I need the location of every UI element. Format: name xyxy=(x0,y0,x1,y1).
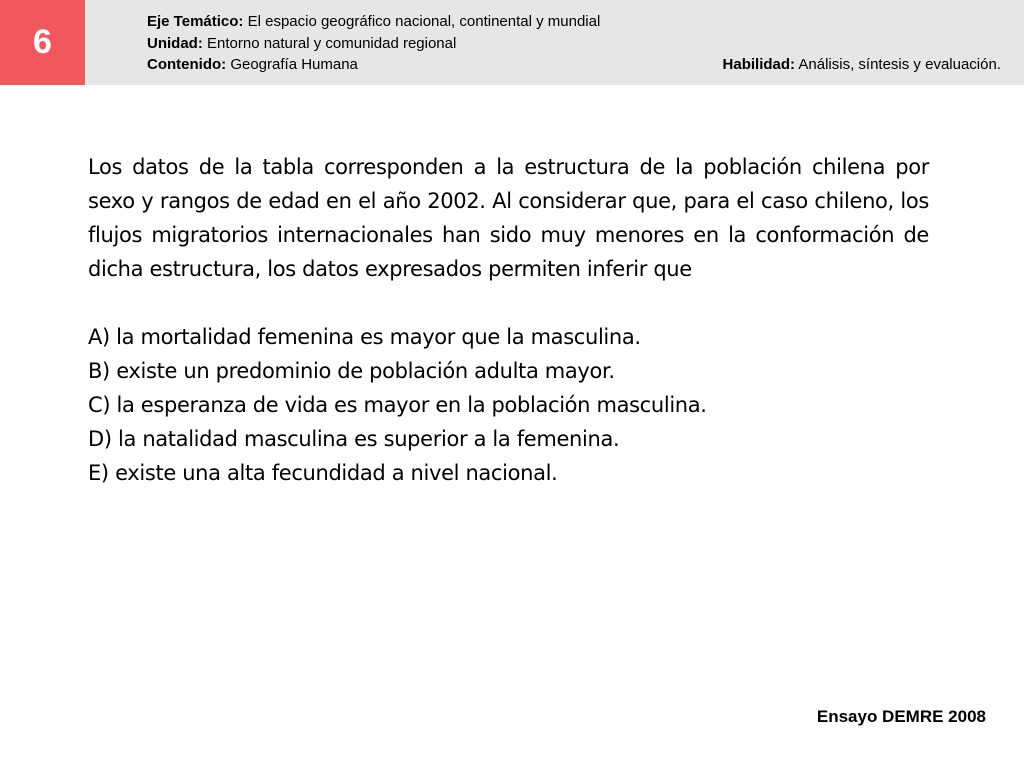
option-a[interactable]: A) la mortalidad femenina es mayor que la masculina. xyxy=(88,325,641,349)
contenido-value: Geografía Humana xyxy=(230,56,358,73)
eje-tematico-line xyxy=(147,13,600,31)
contenido-line xyxy=(147,56,358,74)
option-d[interactable]: D) la natalidad masculina es superior a la femenina. xyxy=(88,427,620,451)
question-number: 6 xyxy=(33,23,52,61)
option-b[interactable]: B) existe un predominio de población adulta mayor. xyxy=(88,359,615,383)
contenido-label: Contenido: xyxy=(147,56,227,73)
unidad-label: Unidad: xyxy=(147,35,203,52)
question-stem: Los datos de la tabla corresponden a la estructura de la población chilena por sexo y rangos de edad en el año 2002. Al considerar que, para el caso chileno, los flujos migratorios internacionales han sido muy menores en la conformación de dicha estructura, los datos expresados permiten inferir que xyxy=(88,155,929,281)
question-content xyxy=(88,150,929,490)
habilidad-value: Análisis, síntesis y evaluación. xyxy=(798,56,1001,73)
eje-value: El espacio geográfico nacional, continental y mundial xyxy=(247,13,601,30)
unidad-value: Entorno natural y comunidad regional xyxy=(207,35,457,52)
eje-label: Eje Temático: xyxy=(147,13,244,30)
source-label: Ensayo DEMRE 2008 xyxy=(816,707,986,726)
answer-options xyxy=(88,320,929,490)
option-c[interactable]: C) la esperanza de vida es mayor en la población masculina. xyxy=(88,393,707,417)
unidad-line xyxy=(147,35,456,53)
option-e[interactable]: E) existe una alta fecundidad a nivel nacional. xyxy=(88,461,558,485)
question-number-badge xyxy=(0,0,85,85)
habilidad-line xyxy=(723,56,1001,74)
habilidad-label: Habilidad: xyxy=(722,56,796,73)
